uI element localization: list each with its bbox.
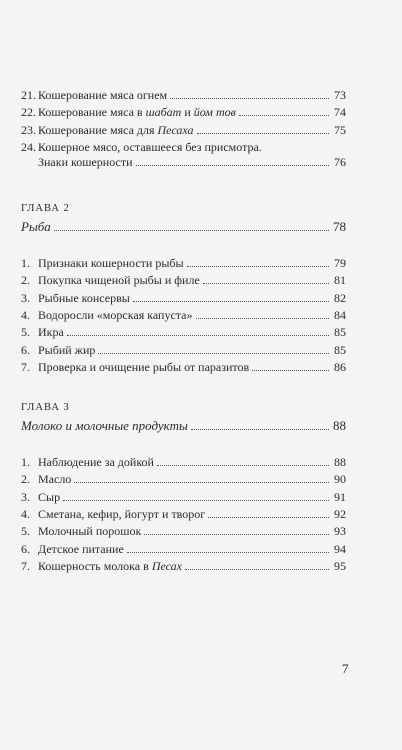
chapter-2-heading [21,219,346,235]
toc-item [21,256,346,271]
toc-item-title: Масло [38,472,72,487]
toc-item-title: Рыбные консервы [38,290,130,305]
dot-leader [63,500,329,501]
toc-item-number: 7. [21,359,30,374]
toc-item-title: Кошерование мяса для Песаха [38,122,194,137]
toc-item [21,455,346,470]
toc-page-number: 79 [334,256,346,270]
toc-item [21,472,346,487]
toc-item-title: Икра [38,325,64,340]
dot-leader [196,318,330,319]
toc-item-title: Проверка и очищение рыбы от паразитов [38,359,250,374]
toc-page-number: 85 [334,325,346,340]
dot-leader [74,482,329,483]
toc-item [21,343,346,358]
toc-page-number: 86 [334,359,346,374]
toc-page-number: 90 [334,472,346,487]
dot-leader [208,517,329,518]
dot-leader [67,335,329,336]
toc-item-number: 7. [21,558,30,573]
toc-item-number: 6. [21,541,30,556]
toc-item [21,105,346,120]
toc-item [21,123,346,138]
toc-item [21,291,346,306]
chapter-page-number: 88 [333,418,346,433]
toc-page-number: 95 [334,558,346,573]
dot-leader [252,370,329,371]
toc-item-title: Знаки кошерности [38,155,133,169]
toc-page-number: 74 [334,105,346,120]
toc-item [21,360,346,375]
dot-leader [191,429,329,430]
toc-item-title: Кошерование мяса в шабат и йом тов [38,105,236,120]
dot-leader [185,569,329,570]
toc-item [21,524,346,539]
chapter-page-number: 78 [333,219,346,234]
toc-page-number: 92 [334,506,346,521]
toc-item-title: Кошерование мяса огнем [38,88,168,102]
dot-leader [157,465,329,466]
dot-leader [133,301,329,302]
toc-page-number: 81 [334,273,346,288]
toc-item-title: Признаки кошерности рыбы [38,256,184,270]
toc-item-number: 24. [21,140,36,154]
dot-leader [136,165,329,166]
toc-item-number: 3. [21,290,30,305]
toc-item-title: Кошерность молока в Песах [38,558,182,573]
toc-page-number: 88 [334,455,346,469]
toc-item-title: Детское питание [38,541,124,556]
toc-item-number: 5. [21,325,30,340]
toc-item [21,88,346,103]
chapter-3-label: ГЛАВА 3 [21,402,70,413]
toc-page-number: 85 [334,342,346,357]
toc-item-title: Молочный порошок [38,524,142,539]
toc-page-number: 76 [334,155,346,169]
toc-item [21,273,346,288]
toc-item-title: Сметана, кефир, йогурт и творог [38,506,206,521]
toc-item [21,542,346,557]
toc-item [21,507,346,522]
dot-leader [197,133,329,134]
toc-item-number: 21. [21,88,36,102]
page-number: 7 [342,661,349,676]
toc-item-number: 4. [21,506,30,521]
toc-page-number: 94 [334,541,346,556]
toc-item-number: 4. [21,307,30,322]
dot-leader [98,353,329,354]
toc-item [21,325,346,340]
toc-page-number: 91 [334,489,346,504]
dot-leader [203,283,329,284]
toc-item-title: Покупка чищеной рыбы и филе [38,273,200,288]
toc-page-number: 82 [334,290,346,305]
toc-item-24-line1 [21,140,262,155]
toc-item-number: 5. [21,524,30,539]
dot-leader [187,266,329,267]
dot-leader [144,534,329,535]
dot-leader [239,115,329,116]
toc-item-title: Рыбий жир [38,342,96,357]
dot-leader [170,98,329,99]
chapter-2-label: ГЛАВА 2 [21,203,70,214]
toc-item-number: 1. [21,256,30,270]
toc-page-number: 75 [334,122,346,137]
toc-item-number: 22. [21,105,36,120]
toc-item-title: Наблюдение за дойкой [38,455,154,469]
toc-item-24-line2 [21,155,346,170]
toc-item-number: 1. [21,455,30,469]
toc-page-number: 84 [334,307,346,322]
toc-item-title: Кошерное мясо, оставшееся без присмотра. [38,140,262,154]
toc-item-number: 3. [21,489,30,504]
toc-item-number: 2. [21,472,30,487]
toc-item [21,559,346,574]
chapter-title: Рыба [21,219,51,234]
toc-item-title: Сыр [38,489,61,504]
chapter-3-heading [21,418,346,434]
toc-page-number: 73 [334,88,346,102]
toc-item-number: 23. [21,122,36,137]
toc-item [21,490,346,505]
toc-item-number: 2. [21,273,30,288]
toc-page-number: 93 [334,524,346,539]
toc-item-title: Водоросли «морская капуста» [38,307,193,322]
dot-leader [127,552,329,553]
chapter-title: Молоко и молочные продукты [21,418,188,433]
dot-leader [54,230,329,231]
toc-item [21,308,346,323]
toc-item-number: 6. [21,342,30,357]
